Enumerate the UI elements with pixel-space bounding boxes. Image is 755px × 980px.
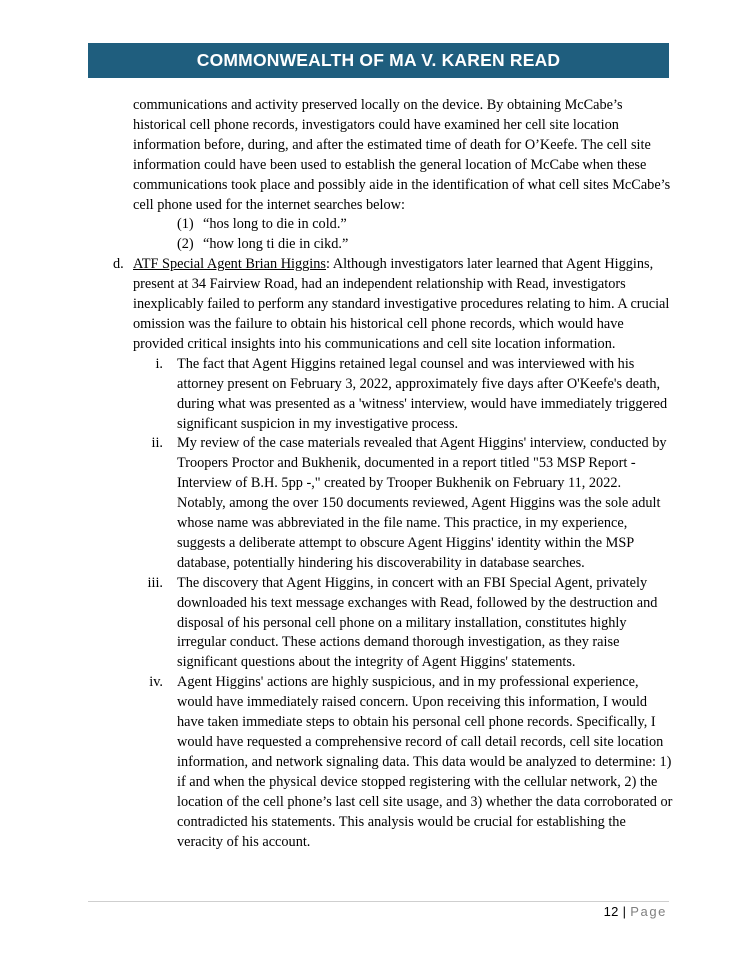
page-label: Page — [630, 904, 667, 919]
document-body — [113, 96, 673, 852]
search-item — [177, 215, 673, 235]
page-footer — [604, 904, 667, 919]
list-item-title: ATF Special Agent Brian Higgins — [133, 256, 326, 273]
sub-item-number: ii. — [151, 435, 163, 452]
sub-item-text: My review of the case materials revealed that Agent Higgins' interview, conducted by Troopers Proctor and Bukhenik, documented in a report titled "53 MSP Report - Interview of B.H. 5pp -," created by Trooper Bukhenik on February 11, 2022. Notably, among the over 150 documents reviewed, Agent Higgins was the sole adult whose name was abbreviated in the file name. This practice, in my experience, suggests a deliberate attempt to obscure Agent Higgins' identity within the MSP database, potentially hindering his discoverability in database searches. — [177, 435, 667, 571]
sub-item-iv — [149, 673, 673, 852]
intro-paragraph: communications and activity preserved locally on the device. By obtaining McCabe’s historical cell phone records, investigators could have examined her cell site location information before, during, and after the estimated time of death for O’Keefe. The cell site information could have been used to establish the general location of McCabe when these communications took place and possibly aide in the identification of what cell sites McCabe’s cell phone used for the internet searches below: — [133, 97, 671, 213]
sub-item-number: i. — [155, 355, 163, 372]
list-item-label: d. — [113, 256, 124, 273]
list-item-d — [113, 255, 673, 355]
list-item-paragraph — [133, 255, 673, 355]
sub-item-text: The fact that Agent Higgins retained legal counsel and was interviewed with his attorney present on February 3, 2022, approximately five days after O'Keefe's death, during what was presented as a 'witness' interview, would have immediately triggered significant suspicion in my investigative process. — [177, 355, 668, 432]
document-header-banner — [88, 43, 669, 78]
sub-item-text: The discovery that Agent Higgins, in concert with an FBI Special Agent, privately downloaded his text message exchanges with Read, followed by the destruction and disposal of his personal cell phone on a military installation, constitutes highly irregular conduct. These actions demand thorough investigation, as they raise significant questions about the integrity of Agent Higgins' statements. — [177, 574, 658, 671]
search-item-text: “hos long to die in cold.” — [203, 216, 347, 233]
search-item-text: “how long ti die in cikd.” — [203, 236, 349, 253]
sub-item-iii — [147, 574, 673, 674]
page-separator: | — [618, 904, 631, 919]
search-item-number: (2) — [177, 236, 194, 253]
sub-item-number: iii. — [147, 574, 163, 591]
list-item-text: : Although investigators later learned that Agent Higgins, present at 34 Fairview Road, had an independent relationship with Read, investigators inexplicably failed to perform any standard investigative procedures relating to him. A crucial omission was the failure to obtain his historical cell phone records, which would have provided critical insights into his communications and cell site location information. — [133, 256, 670, 352]
footer-divider — [88, 901, 669, 902]
sub-item-number: iv. — [149, 674, 163, 691]
search-item-number: (1) — [177, 216, 194, 233]
page-number: 12 — [603, 904, 619, 919]
search-item — [177, 235, 673, 255]
sub-item-ii — [151, 434, 673, 573]
sub-item-text: Agent Higgins' actions are highly suspicious, and in my professional experience, would have immediately raised concern. Upon receiving this information, I would have taken immediate steps to obtain his personal cell phone records. Specifically, I would have requested a comprehensive record of call detail records, cell site location information, and network signaling data. This data would be analyzed to determine: 1) if and when the physical device stopped registering with the cellular network, 2) the location of the cell phone’s last cell site usage, and 3) whether the data corroborated or contradicted his statements. This analysis would be crucial for establishing the veracity of his account. — [177, 674, 673, 850]
document-header-title: COMMONWEALTH OF MA V. KAREN READ — [196, 50, 561, 70]
sub-item-i — [155, 355, 673, 435]
